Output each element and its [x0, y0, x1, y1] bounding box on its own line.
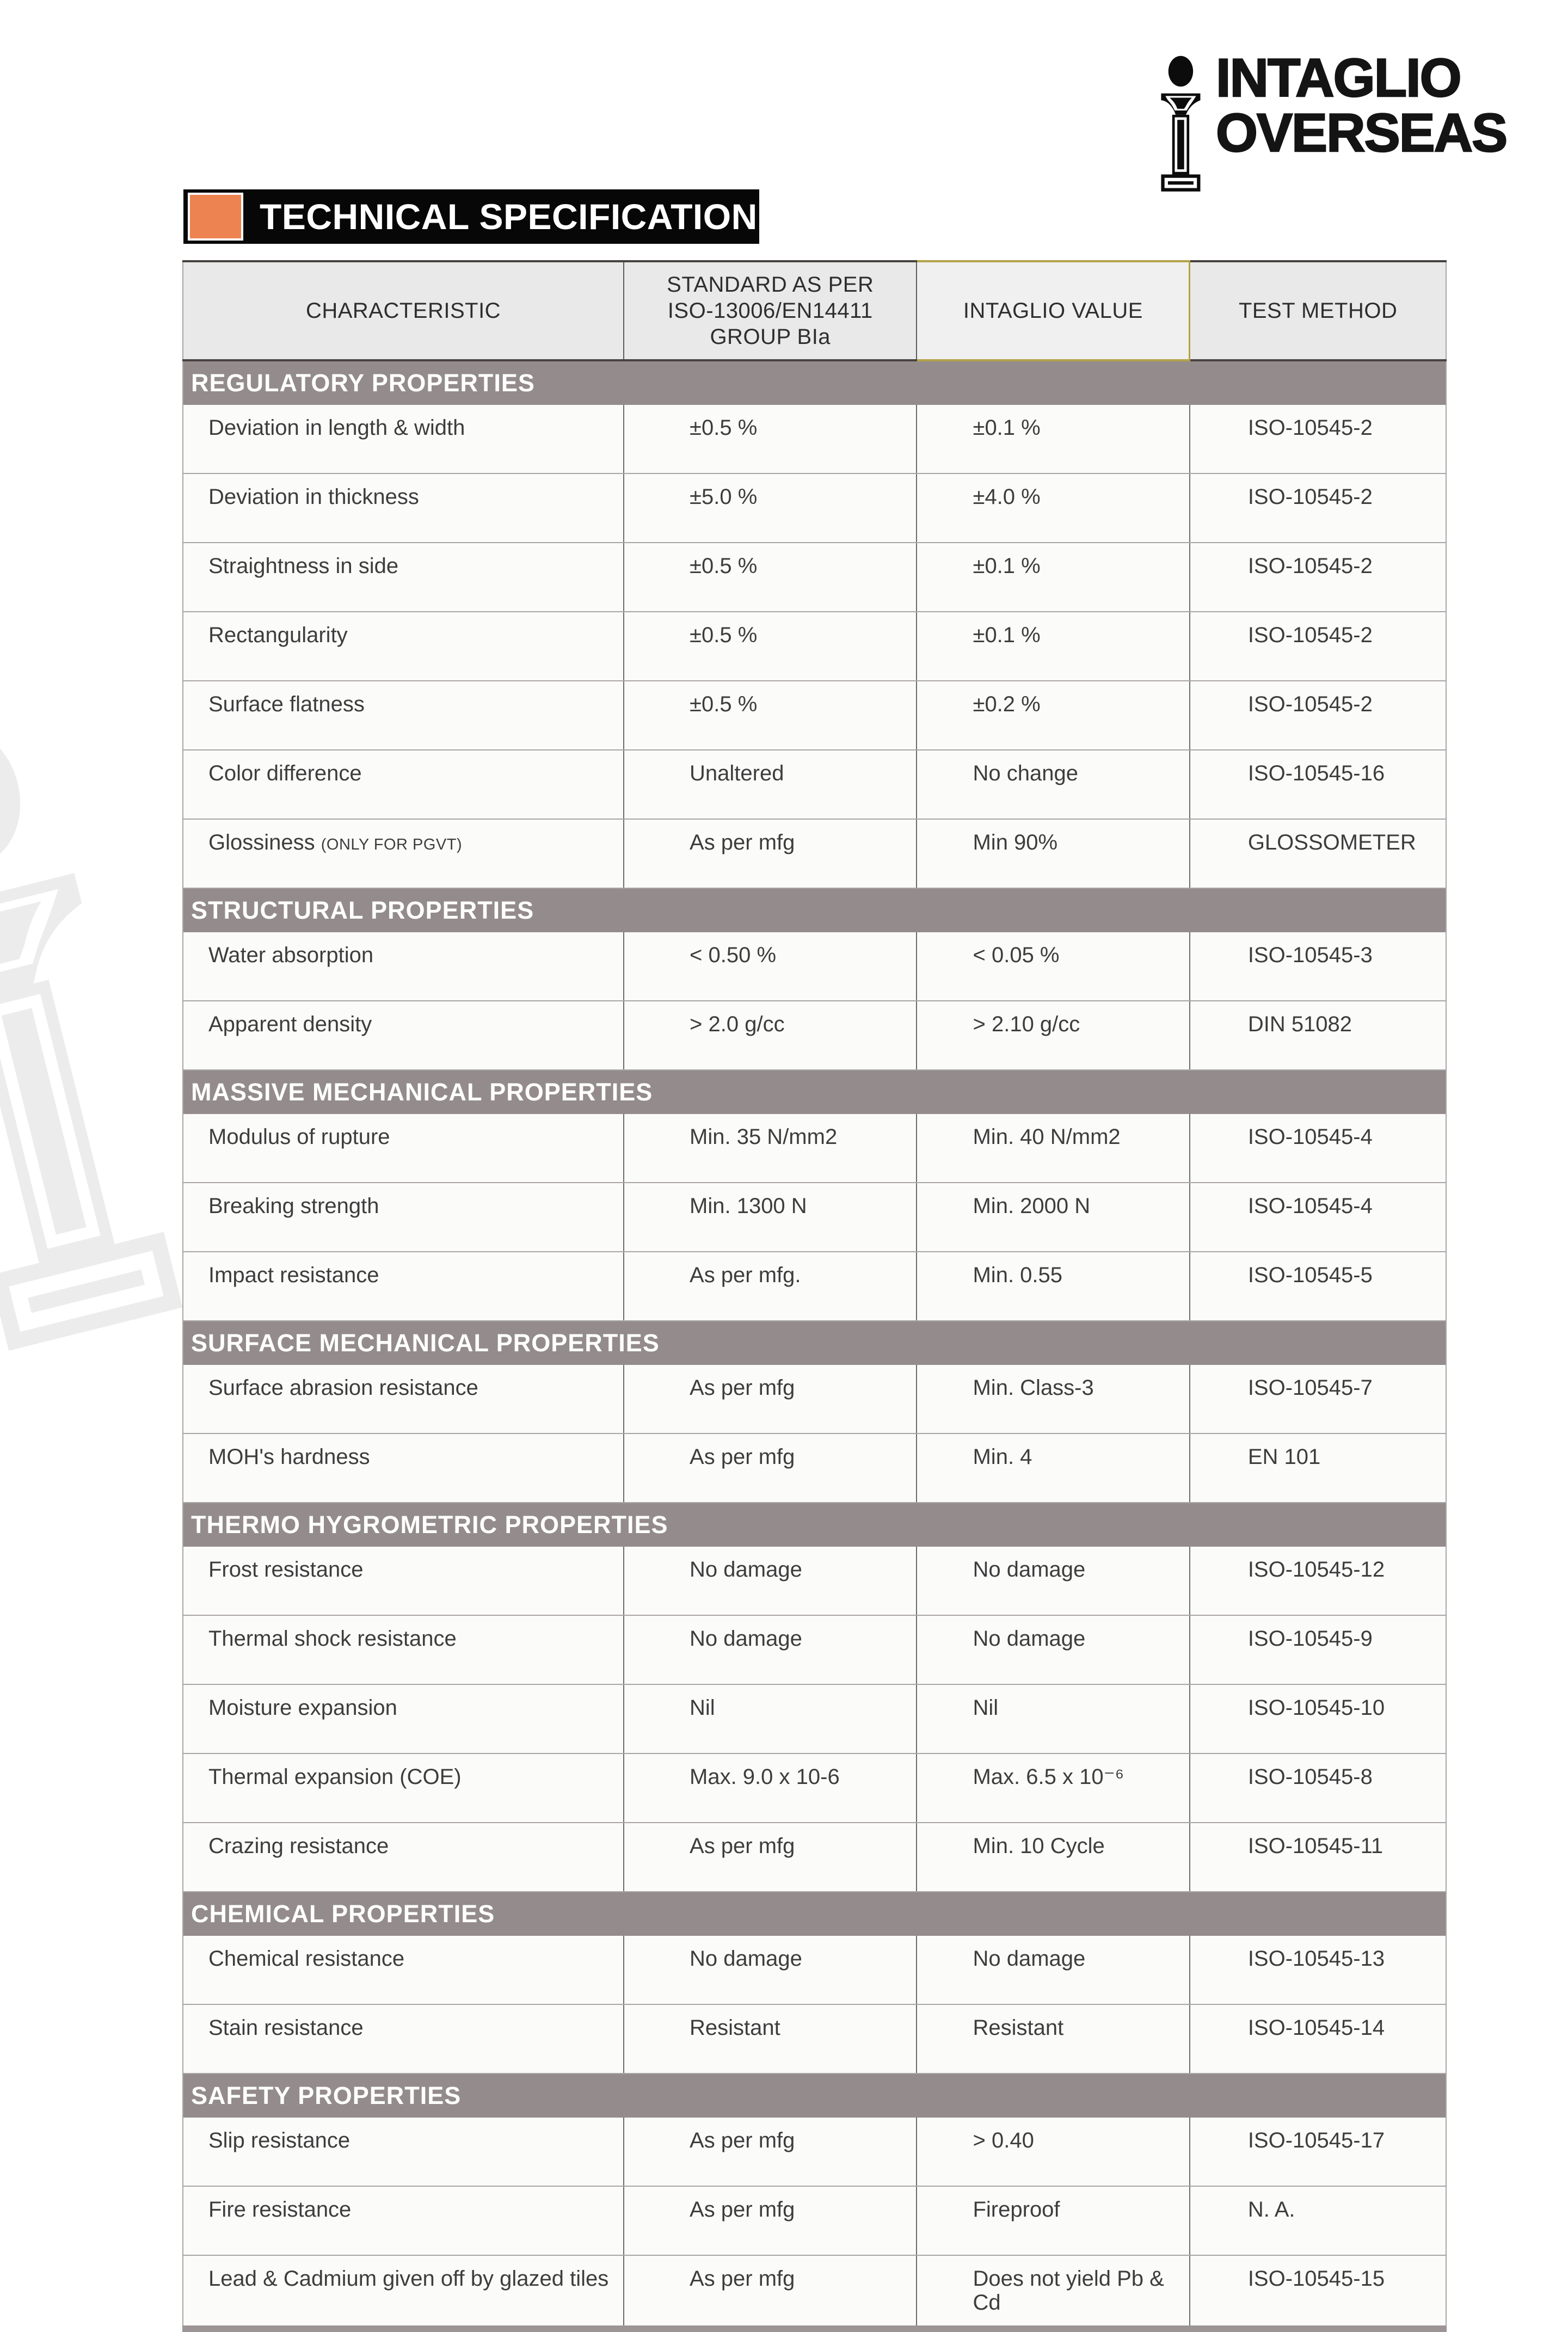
cell-value: No damage [917, 1547, 1189, 1615]
cell-value: No change [917, 750, 1189, 819]
section-row-thermo-hygrometric-properties [183, 1503, 1446, 1547]
section-header-structural-properties: STRUCTURAL PROPERTIES [183, 888, 1446, 932]
cell-method: ISO-10545-5 [1190, 1252, 1446, 1321]
cell-standard: > 2.0 g/cc [624, 1001, 917, 1070]
table-row-moisture-expansion [183, 1684, 1446, 1753]
cell-standard: ±5.0 % [624, 473, 917, 543]
cell-characteristic: Lead & Cadmium given off by glazed tiles [183, 2255, 624, 2329]
cell-method: ISO-10545-13 [1190, 1936, 1446, 2004]
cell-value: ±0.2 % [917, 681, 1189, 750]
section-header-regulatory-properties: REGULATORY PROPERTIES [183, 360, 1446, 405]
cell-method: ISO-10545-2 [1190, 681, 1446, 750]
cell-standard: Nil [624, 1684, 917, 1753]
table-row-impact-resistance [183, 1252, 1446, 1321]
cell-characteristic: Frost resistance [183, 1547, 624, 1615]
cell-characteristic: Impact resistance [183, 1252, 624, 1321]
cell-characteristic: Deviation in thickness [183, 473, 624, 543]
cell-characteristic: Rectangularity [183, 612, 624, 681]
brand-name-line1: INTAGLIO [1216, 47, 1461, 108]
cell-value: ±0.1 % [917, 405, 1189, 473]
section-row-massive-mechanical-properties [183, 1070, 1446, 1114]
section-row-surface-mechanical-properties [183, 1321, 1446, 1365]
cell-method: ISO-10545-4 [1190, 1183, 1446, 1252]
cell-method: EN 101 [1190, 1433, 1446, 1503]
cell-characteristic: Crazing resistance [183, 1823, 624, 1892]
cell-method: ISO-10545-12 [1190, 1547, 1446, 1615]
cell-characteristic: Surface flatness [183, 681, 624, 750]
cell-value: > 2.10 g/cc [917, 1001, 1189, 1070]
cell-standard: Resistant [624, 2004, 917, 2073]
cell-standard: < 0.50 % [624, 932, 917, 1001]
cell-standard: As per mfg [624, 1823, 917, 1892]
table-row-deviation-in-thickness [183, 473, 1446, 543]
column-header-characteristic [183, 261, 624, 360]
cell-method: ISO-10545-8 [1190, 1753, 1446, 1823]
cell-value: ±0.1 % [917, 543, 1189, 612]
table-body [183, 360, 1446, 2329]
cell-method: ISO-10545-3 [1190, 932, 1446, 1001]
cell-characteristic: Color difference [183, 750, 624, 819]
cell-characteristic: Breaking strength [183, 1183, 624, 1252]
cell-value: ±0.1 % [917, 612, 1189, 681]
column-header-line: INTAGLIO VALUE [963, 299, 1143, 323]
section-header-safety-properties: SAFETY PROPERTIES [183, 2073, 1446, 2118]
table-row-breaking-strength [183, 1183, 1446, 1252]
table-row-surface-flatness [183, 681, 1446, 750]
table-row-moh-s-hardness [183, 1433, 1446, 1503]
table-row-glossiness [183, 819, 1446, 888]
section-header-massive-mechanical-properties: MASSIVE MECHANICAL PROPERTIES [183, 1070, 1446, 1114]
brand-logo [1156, 47, 1507, 200]
cell-method: ISO-10545-2 [1190, 473, 1446, 543]
table-header [183, 261, 1446, 360]
table-row-crazing-resistance [183, 1823, 1446, 1892]
cell-characteristic: Deviation in length & width [183, 405, 624, 473]
cell-standard: Min. 1300 N [624, 1183, 917, 1252]
column-i-icon [1156, 52, 1207, 200]
section-row-safety-properties [183, 2073, 1446, 2118]
cell-method: ISO-10545-9 [1190, 1615, 1446, 1684]
cell-value: Min. 40 N/mm2 [917, 1114, 1189, 1183]
cell-standard: As per mfg [624, 2255, 917, 2329]
cell-value: Does not yield Pb & Cd [917, 2255, 1189, 2329]
cell-standard: Unaltered [624, 750, 917, 819]
cell-method: ISO-10545-4 [1190, 1114, 1446, 1183]
cell-standard: ±0.5 % [624, 612, 917, 681]
specification-table [182, 260, 1447, 2332]
cell-standard: ±0.5 % [624, 543, 917, 612]
cell-standard: As per mfg [624, 819, 917, 888]
column-header-line: TEST METHOD [1238, 299, 1398, 323]
cell-value: Max. 6.5 x 10⁻⁶ [917, 1753, 1189, 1823]
title-bar [183, 189, 759, 244]
brand-name-line2: OVERSEAS [1216, 102, 1507, 163]
characteristic-note: (ONLY FOR PGVT) [321, 836, 463, 853]
table-row-chemical-resistance [183, 1936, 1446, 2004]
cell-characteristic: Moisture expansion [183, 1684, 624, 1753]
column-header-line: CHARACTERISTIC [305, 299, 501, 323]
cell-characteristic: Surface abrasion resistance [183, 1365, 624, 1433]
section-row-chemical-properties [183, 1892, 1446, 1936]
table-row-slip-resistance [183, 2118, 1446, 2186]
cell-characteristic: Straightness in side [183, 543, 624, 612]
column-header-intaglio-value [917, 261, 1189, 360]
table-row-modulus-of-rupture [183, 1114, 1446, 1183]
cell-value: Min. Class-3 [917, 1365, 1189, 1433]
table-row-color-difference [183, 750, 1446, 819]
cell-characteristic: Apparent density [183, 1001, 624, 1070]
cell-value: Fireproof [917, 2186, 1189, 2255]
cell-method: ISO-10545-15 [1190, 2255, 1446, 2329]
cell-standard: No damage [624, 1615, 917, 1684]
brand-name [1216, 47, 1507, 163]
cell-standard: As per mfg. [624, 1252, 917, 1321]
section-header-chemical-properties: CHEMICAL PROPERTIES [183, 1892, 1446, 1936]
cell-standard: ±0.5 % [624, 405, 917, 473]
table-row-thermal-expansion-coe [183, 1753, 1446, 1823]
header-row [183, 261, 1446, 360]
cell-standard: ±0.5 % [624, 681, 917, 750]
cell-value: Min. 0.55 [917, 1252, 1189, 1321]
column-header-line: ISO-13006/EN14411 [667, 299, 873, 323]
cell-value: Min. 10 Cycle [917, 1823, 1189, 1892]
column-header-standard-as-per-iso-13006-en14411-group-bia [624, 261, 917, 360]
table-row-frost-resistance [183, 1547, 1446, 1615]
cell-value: Nil [917, 1684, 1189, 1753]
cell-method: ISO-10545-10 [1190, 1684, 1446, 1753]
cell-method: ISO-10545-2 [1190, 405, 1446, 473]
table-row-deviation-in-length-width [183, 405, 1446, 473]
cell-standard: As per mfg [624, 1365, 917, 1433]
table-row-thermal-shock-resistance [183, 1615, 1446, 1684]
cell-standard: Max. 9.0 x 10-6 [624, 1753, 917, 1823]
cell-value: > 0.40 [917, 2118, 1189, 2186]
cell-characteristic: Modulus of rupture [183, 1114, 624, 1183]
section-header-surface-mechanical-properties: SURFACE MECHANICAL PROPERTIES [183, 1321, 1446, 1365]
column-header-line: STANDARD AS PER [667, 273, 874, 297]
cell-characteristic: Stain resistance [183, 2004, 624, 2073]
column-header-line: GROUP BIa [710, 325, 831, 349]
cell-standard: No damage [624, 1547, 917, 1615]
table-row-lead-cadmium-given-off-by-glazed-tiles [183, 2255, 1446, 2329]
cell-method: ISO-10545-2 [1190, 612, 1446, 681]
cell-value: No damage [917, 1615, 1189, 1684]
cell-value: Min. 4 [917, 1433, 1189, 1503]
cell-characteristic: Thermal shock resistance [183, 1615, 624, 1684]
cell-value: Min. 2000 N [917, 1183, 1189, 1252]
cell-characteristic: Chemical resistance [183, 1936, 624, 2004]
cell-method: N. A. [1190, 2186, 1446, 2255]
table-row-rectangularity [183, 612, 1446, 681]
section-row-regulatory-properties [183, 360, 1446, 405]
table-row-water-absorption [183, 932, 1446, 1001]
section-header-thermo-hygrometric-properties: THERMO HYGROMETRIC PROPERTIES [183, 1503, 1446, 1547]
title-accent-square [188, 193, 243, 241]
cell-method: GLOSSOMETER [1190, 819, 1446, 888]
cell-standard: As per mfg [624, 2186, 917, 2255]
cell-characteristic: Fire resistance [183, 2186, 624, 2255]
cell-value: Min 90% [917, 819, 1189, 888]
cell-standard: As per mfg [624, 1433, 917, 1503]
cell-method: ISO-10545-17 [1190, 2118, 1446, 2186]
cell-method: ISO-10545-7 [1190, 1365, 1446, 1433]
cell-standard: No damage [624, 1936, 917, 2004]
cell-value: No damage [917, 1936, 1189, 2004]
cell-method: DIN 51082 [1190, 1001, 1446, 1070]
cell-method: ISO-10545-2 [1190, 543, 1446, 612]
page-title: TECHNICAL SPECIFICATION [260, 196, 758, 237]
table-row-fire-resistance [183, 2186, 1446, 2255]
cell-method: ISO-10545-14 [1190, 2004, 1446, 2073]
cell-characteristic: Glossiness (ONLY FOR PGVT) [183, 819, 624, 888]
cell-value: Resistant [917, 2004, 1189, 2073]
table-row-straightness-in-side [183, 543, 1446, 612]
table-row-stain-resistance [183, 2004, 1446, 2073]
table-row-surface-abrasion-resistance [183, 1365, 1446, 1433]
cell-characteristic: Slip resistance [183, 2118, 624, 2186]
cell-method: ISO-10545-16 [1190, 750, 1446, 819]
table-row-apparent-density [183, 1001, 1446, 1070]
cell-standard: As per mfg [624, 2118, 917, 2186]
cell-characteristic: Thermal expansion (COE) [183, 1753, 624, 1823]
cell-characteristic: Water absorption [183, 932, 624, 1001]
cell-characteristic: MOH's hardness [183, 1433, 624, 1503]
section-row-structural-properties [183, 888, 1446, 932]
cell-method: ISO-10545-11 [1190, 1823, 1446, 1892]
cell-value: < 0.05 % [917, 932, 1189, 1001]
cell-value: ±4.0 % [917, 473, 1189, 543]
column-header-test-method [1190, 261, 1446, 360]
cell-standard: Min. 35 N/mm2 [624, 1114, 917, 1183]
